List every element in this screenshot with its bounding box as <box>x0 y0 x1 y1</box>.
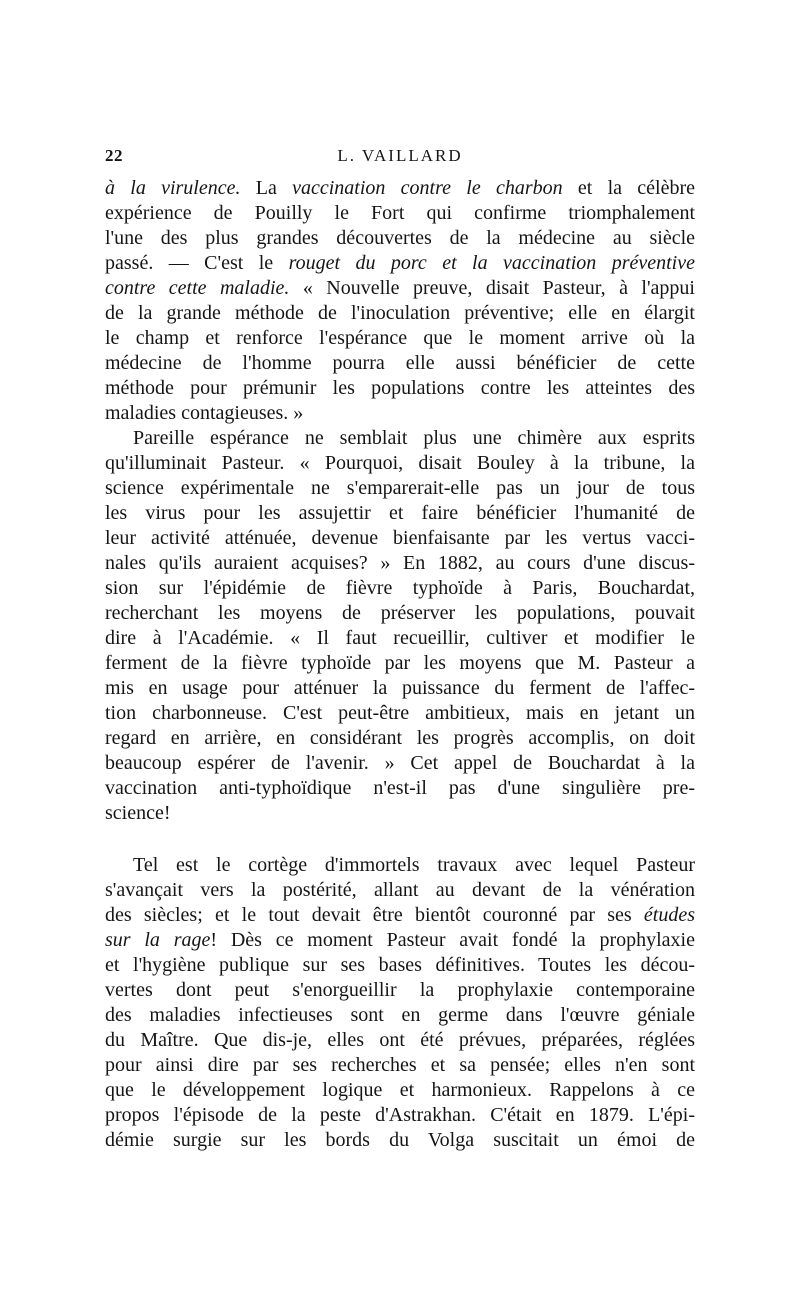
text-line: Pareille espérance ne semblait plus une chimère aux esprits <box>133 427 695 449</box>
text-line: maladies contagieuses. » <box>105 402 304 424</box>
text-line: science expérimentale ne s'emparerait-elle pas un jour de tous <box>105 477 695 499</box>
text-line: que le développement logique et harmonieux. Rappelons à ce <box>105 1079 695 1101</box>
text-line <box>105 251 695 276</box>
text-span: La <box>240 177 293 199</box>
italic-phrase: rouget du porc et la vaccination préventive <box>288 252 695 274</box>
text-span: « Nouvelle preuve, disait Pasteur, à l'appui <box>289 277 695 299</box>
page-number: 22 <box>105 146 123 165</box>
text-line: propos l'épisode de la peste d'Astrakhan. C'était en 1879. L'épi- <box>105 1104 695 1126</box>
text-line: recherchant les moyens de préserver les populations, pouvait <box>105 602 695 624</box>
text-line: vertes dont peut s'enorgueillir la prophylaxie contemporaine <box>105 979 695 1001</box>
text-line: les virus pour les assujettir et faire bénéficier l'humanité de <box>105 502 695 524</box>
text-line: tion charbonneuse. C'est peut-être ambitieux, mais en jetant un <box>105 702 695 724</box>
italic-phrase: à la virulence. <box>105 177 241 199</box>
text-line: vaccination anti-typhoïdique n'est-il pas d'une singulière pre- <box>105 777 695 799</box>
text-line: méthode pour prémunir les populations contre les atteintes des <box>105 377 695 399</box>
running-head: L. VAILLARD <box>337 146 463 165</box>
italic-phrase: vaccination contre le charbon <box>292 177 563 199</box>
text-line: pour ainsi dire par ses recherches et sa pensée; elles n'en sont <box>105 1054 695 1076</box>
body-text <box>105 176 695 1153</box>
text-line: qu'illuminait Pasteur. « Pourquoi, disait Bouley à la tribune, la <box>105 452 695 474</box>
text-line <box>105 276 695 301</box>
page-header <box>105 146 695 170</box>
text-line: du Maître. Que dis-je, elles ont été prévues, préparées, réglées <box>105 1029 695 1051</box>
italic-phrase: sur la rage <box>105 929 211 951</box>
text-line: mis en usage pour atténuer la puissance du ferment de l'affec- <box>105 677 695 699</box>
text-line: démie surgie sur les bords du Volga suscitait un émoi de <box>105 1129 695 1151</box>
text-line: leur activité atténuée, devenue bienfaisante par les vertus vacci- <box>105 527 695 549</box>
paragraph-3 <box>105 853 695 1153</box>
text-line: l'une des plus grandes découvertes de la médecine au siècle <box>105 227 695 249</box>
text-line: des maladies infectieuses sont en germe dans l'œuvre géniale <box>105 1004 695 1026</box>
text-span: passé. — C'est le <box>105 252 289 274</box>
text-span: ! Dès ce moment Pasteur avait fondé la prophylaxie <box>210 929 695 951</box>
text-span: et la célèbre <box>562 177 696 199</box>
paragraph-1 <box>105 176 695 426</box>
text-line: dire à l'Académie. « Il faut recueillir, cultiver et modifier le <box>105 627 695 649</box>
text-line <box>105 903 695 928</box>
text-line: beaucoup espérer de l'avenir. » Cet appel de Bouchardat à la <box>105 752 695 774</box>
text-line <box>105 176 695 201</box>
text-line: de la grande méthode de l'inoculation préventive; elle en élargit <box>105 302 695 324</box>
text-line: et l'hygiène publique sur ses bases définitives. Toutes les décou- <box>105 954 695 976</box>
text-line: regard en arrière, en considérant les progrès accomplis, on doit <box>105 727 695 749</box>
text-line: médecine de l'homme pourra elle aussi bénéficier de cette <box>105 352 695 374</box>
text-line: Tel est le cortège d'immortels travaux avec lequel Pasteur <box>133 854 695 876</box>
text-line: science! <box>105 802 171 824</box>
italic-phrase: contre cette maladie. <box>105 277 290 299</box>
text-line <box>105 928 695 953</box>
text-line: sion sur l'épidémie de fièvre typhoïde à Paris, Bouchardat, <box>105 577 695 599</box>
paragraph-2 <box>105 426 695 826</box>
italic-phrase: études <box>643 904 695 926</box>
text-line: ferment de la fièvre typhoïde par les moyens que M. Pasteur a <box>105 652 695 674</box>
text-line: s'avançait vers la postérité, allant au devant de la vénération <box>105 879 695 901</box>
text-line: expérience de Pouilly le Fort qui confirme triomphalement <box>105 202 695 224</box>
text-line: le champ et renforce l'espérance que le moment arrive où la <box>105 327 695 349</box>
paragraph-gap <box>105 826 695 853</box>
text-line: nales qu'ils auraient acquises? » En 1882, au cours d'une discus- <box>105 552 695 574</box>
text-span: des siècles; et le tout devait être bientôt couronné par ses <box>105 904 644 926</box>
